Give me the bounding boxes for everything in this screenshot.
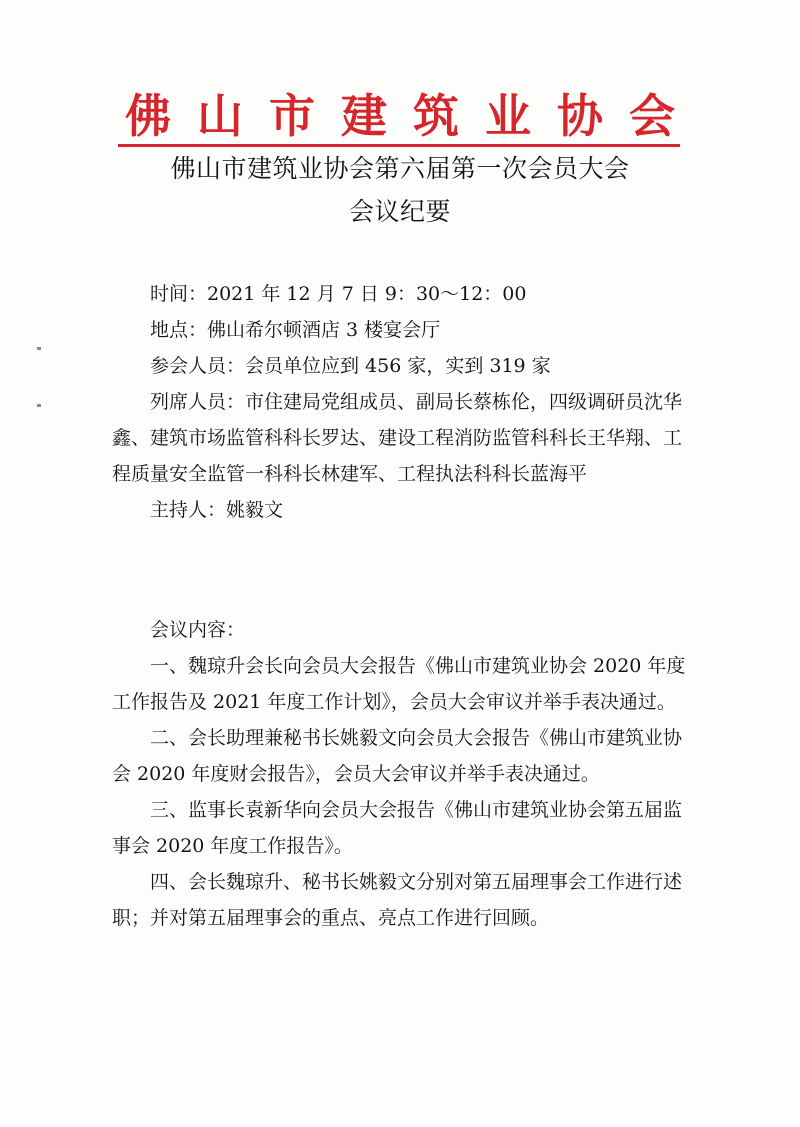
content-item-3: 三、监事长袁新华向会员大会报告《佛山市建筑业协会第五届监事会 2020 年度工作报告》。: [112, 799, 683, 857]
meeting-place: 地点：佛山希尔顿酒店 3 楼宴会厅: [150, 319, 441, 341]
content-heading: 会议内容：: [150, 619, 246, 641]
binding-mark: [37, 347, 41, 350]
content-item-1: 一、魏琼升会长向会员大会报告《佛山市建筑业协会 2020 年度工作报告及 2021 年度工作计划》，会员大会审议并举手表决通过。: [112, 655, 686, 713]
meeting-host: 主持人：姚毅文: [150, 499, 284, 521]
content-item-4: 四、会长魏琼升、秘书长姚毅文分别对第五届理事会工作进行述职；并对第五届理事会的重点、亮点工作进行回顾。: [112, 871, 683, 929]
document-subtitle: 会议纪要: [348, 197, 451, 226]
meeting-content: [112, 612, 692, 936]
meeting-time: 时间：2021 年 12 月 7 日 9：30～12：00: [150, 283, 527, 305]
letterhead: 佛山市建筑业协会: [125, 89, 701, 143]
content-item-2: 二、会长助理兼秘书长姚毅文向会员大会报告《佛山市建筑业协会 2020 年度财会报告》，会员大会审议并举手表决通过。: [112, 727, 683, 785]
meeting-info: [112, 276, 692, 528]
document-title: 佛山市建筑业协会第六届第一次会员大会: [170, 154, 630, 183]
letterhead-rule: [118, 144, 680, 147]
binding-mark: [37, 404, 41, 407]
meeting-guests: 列席人员：市住建局党组成员、副局长蔡栋伦，四级调研员沈华鑫、建筑市场监管科科长罗达、建设工程消防监管科科长王华翔、工程质量安全监管一科科长林建军、工程执法科科长蓝海平: [112, 391, 683, 485]
meeting-attendees: 参会人员：会员单位应到 456 家，实到 319 家: [150, 355, 551, 377]
